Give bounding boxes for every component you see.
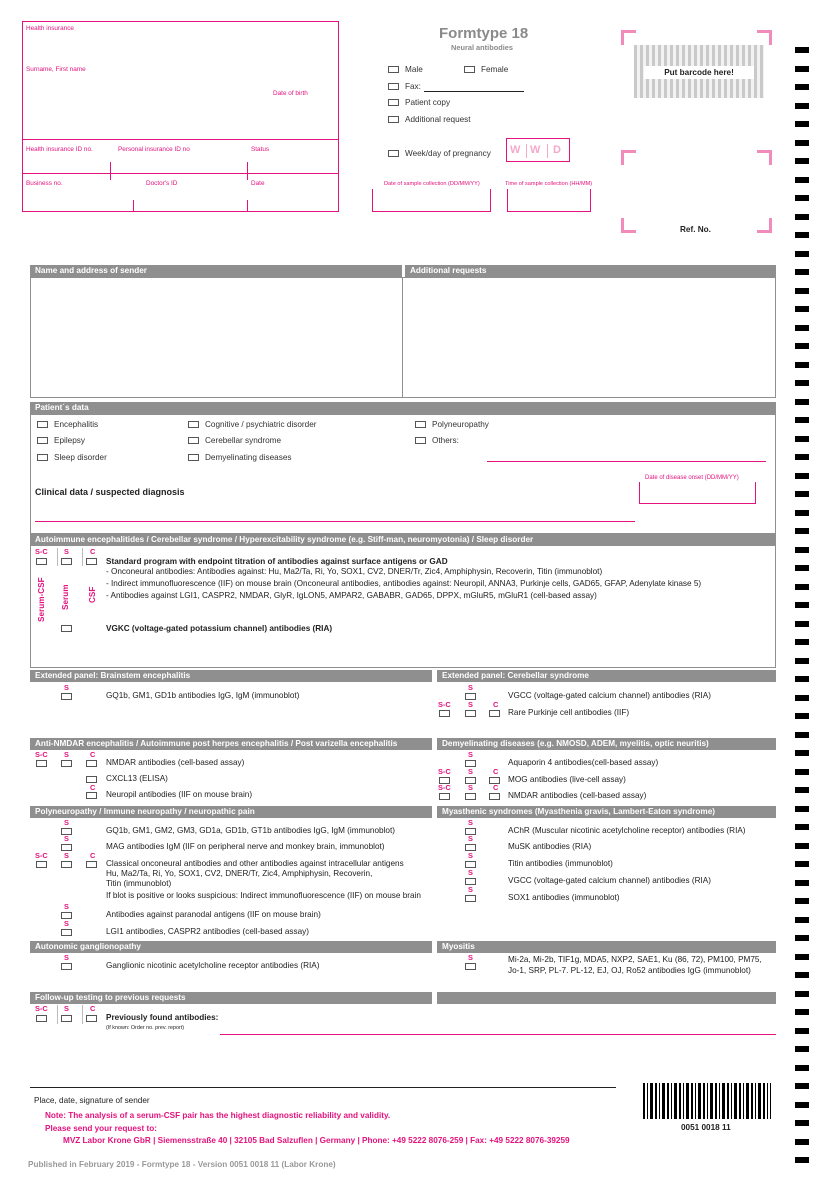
followup-sc-checkbox[interactable] [36,1015,47,1022]
timing-mark [795,491,809,497]
timing-mark [795,584,809,590]
timing-mark [795,528,809,534]
patient-copy-label: Patient copy [405,98,451,107]
followup-c-tag: C [90,1004,96,1013]
vgkc-label: VGKC (voltage-gated potassium channel) antibodies (RIA) [106,624,333,633]
timing-mark [795,1083,809,1089]
standard-line-1: - Onconeural antibodies: Antibodies against: Hu, Ma2/Ta, Ri, Yo, SOX1, CV2, DNER/Tr, Zic4, Amphiphysin, Recoverin, Titin (immunoblot) [106,567,603,576]
polyneuropathy-checkbox[interactable] [415,421,426,428]
cerebellar-s2-tag: S [468,700,473,709]
cerebellar-sc-tag: S-C [438,700,451,709]
timing-mark [795,140,809,146]
poly-item-5: LGI1 antibodies, CASPR2 antibodies (cell-based assay) [106,927,309,936]
polyneur-header: Polyneuropathy / Immune neuropathy / neuropathic pain [30,806,432,818]
timing-mark [795,843,809,849]
timing-mark [795,639,809,645]
footer-barcode [643,1083,771,1119]
fax-input[interactable] [424,91,524,92]
poly-item-3c: Titin (immunoblot) [106,879,172,888]
female-checkbox[interactable] [464,66,475,73]
demyel-nmdar-c-checkbox[interactable] [489,793,500,800]
timing-mark [795,972,809,978]
timing-mark [795,343,809,349]
mya-item-4: VGCC (voltage-gated calcium channel) antibodies (RIA) [508,876,711,885]
serum-vertical: Serum [61,584,70,610]
mya-s-tag-4: S [468,868,473,877]
timing-mark [795,917,809,923]
form-subtitle: Neural antibodies [451,43,514,52]
footer-send: Please send your request to: [45,1124,157,1133]
timing-mark [795,269,809,275]
timing-mark [795,1157,809,1163]
footer-note: Note: The analysis of a serum-CSF pair has the highest diagnostic reliability and validity. [45,1111,391,1120]
timing-mark [795,713,809,719]
poly-item-3d: If blot is positive or looks suspicious: Indirect immunofluorescence (IIF) on mouse brain [106,891,421,900]
purkinje-s-checkbox[interactable] [465,710,476,717]
musk-checkbox[interactable] [465,844,476,851]
timing-mark [795,195,809,201]
nmdar-item-2: CXCL13 (ELISA) [106,774,168,783]
timing-mark [795,306,809,312]
demyel-header: Demyelinating diseases (e.g. NMOSD, ADEM, myelitis, optic neuritis) [437,738,776,750]
titin-checkbox[interactable] [465,861,476,868]
poly-3-sc-checkbox[interactable] [36,861,47,868]
timing-mark [795,880,809,886]
encephalitis-label: Encephalitis [54,420,99,429]
followup-c-checkbox[interactable] [86,1015,97,1022]
demyel-c2-tag: C [493,783,499,792]
ref-no-label: Ref. No. [680,225,711,234]
pregnancy-w2: W [530,144,541,156]
pregnancy-d: D [553,144,561,156]
myositis-item: Mi-2a, Mi-2b, TIF1g, MDA5, NXP2, SAE1, Ku (86, 72), PM100, PM75, Jo-1, SRP, PL-7. PL-12, EJ, OJ, Ro52 antibodies IgG (immunoblot) [508,955,762,975]
demyel-c1-tag: C [493,767,499,776]
nmdar-sc-checkbox[interactable] [36,760,47,767]
purkinje-label: Rare Purkinje cell antibodies (IIF) [508,708,630,717]
timing-mark [795,251,809,257]
poly-item-3: Classical onconeural antibodies and other antibodies against intracellular antigens [106,859,404,868]
doctor-id-label: Doctor's ID [146,180,178,187]
sample-date-field[interactable] [372,189,491,212]
timing-marks [0,0,1,1]
poly-item-4: Antibodies against paranodal antigens (IIF on mouse brain) [106,910,321,919]
pregnancy-label: Week/day of pregnancy [405,149,491,158]
pregnancy-checkbox[interactable] [388,150,399,157]
cerebellar-c-tag: C [493,700,499,709]
poly-2-s-checkbox[interactable] [61,844,72,851]
cognitive-checkbox[interactable] [188,421,199,428]
sender-address-field[interactable] [30,277,403,398]
timing-mark [795,1139,809,1145]
autonomic-item: Ganglionic nicotinic acetylcholine receptor antibodies (RIA) [106,961,320,970]
timing-mark [795,510,809,516]
csf-vertical: CSF [88,586,97,603]
nmdar-c2-tag: C [90,783,96,792]
standard-line-3: - Antibodies against LGI1, CASPR2, NMDAR, GlyR, IgLON5, AMPAR2, GABABR, GAD65, DPPX, mGluR5, mGluR1 (cell-based assay) [106,591,597,600]
sample-time-field[interactable] [507,189,591,212]
mya-s-tag-2: S [468,834,473,843]
additional-requests-header: Additional requests [405,265,776,277]
followup-header: Follow-up testing to previous requests [30,992,432,1004]
followup-input[interactable] [220,1034,776,1035]
nmdar-s-checkbox[interactable] [61,760,72,767]
timing-mark [795,66,809,72]
timing-mark [795,991,809,997]
pregnancy-w1: W [510,144,521,156]
additional-request-checkbox[interactable] [388,116,399,123]
timing-mark [795,1009,809,1015]
timing-mark [795,380,809,386]
timing-mark [795,935,809,941]
footer-barcode-number: 0051 0018 11 [681,1123,731,1132]
footer-address: MVZ Labor Krone GbR | Siemensstraße 40 | 32105 Bad Salzuflen | Germany | Phone: +49 5222 8076-259 | Fax: +49 5222 8076-39259 [63,1136,570,1145]
demyel-nmdar-sc-checkbox[interactable] [439,793,450,800]
timing-mark [795,824,809,830]
fax-label: Fax: [405,82,421,91]
sender-header: Name and address of sender [30,265,402,277]
timing-mark [795,695,809,701]
barcode-corner-mr [757,150,772,165]
timing-mark [795,769,809,775]
health-insurance-label: Health insurance [26,25,74,32]
demyel-sc1-tag: S-C [438,767,451,776]
timing-mark [795,288,809,294]
autoimmune-header: Autoimmune encephalitides / Cerebellar syndrome / Hyperexcitability syndrome (e.g. Stiff-man, neuromyotonia) / Sleep disorder [30,534,776,546]
poly-s-tag-1: S [64,818,69,827]
poly-s-tag-2: S [64,834,69,843]
timing-mark [795,103,809,109]
status-label: Status [251,146,270,153]
timing-mark [795,214,809,220]
autonomic-s-tag: S [64,953,69,962]
additional-request-label: Additional request [405,115,471,124]
poly-s-tag-4: S [64,902,69,911]
purkinje-c-checkbox[interactable] [489,710,500,717]
sample-date-label: Date of sample collection (DD/MM/YY) [384,181,480,187]
myositis-s-checkbox[interactable] [465,963,476,970]
poly-sc-tag: S-C [35,851,48,860]
others-input[interactable] [487,461,766,462]
timing-mark [795,750,809,756]
timing-mark [795,454,809,460]
followup-label: Previously found antibodies: [106,1013,219,1022]
cerebellar-checkbox[interactable] [188,437,199,444]
followup-sc-tag: S-C [35,1004,48,1013]
mya-item-2: MuSK antibodies (RIA) [508,842,592,851]
others-checkbox[interactable] [415,437,426,444]
timing-mark [795,621,809,627]
cerebellar-s-tag: S [468,683,473,692]
timing-mark [795,177,809,183]
hi-id-label: Health insurance ID no. [26,146,93,153]
mya-vgcc-checkbox[interactable] [465,878,476,885]
encephalitis-checkbox[interactable] [37,421,48,428]
autonomic-header: Autonomic ganglionopathy [30,941,432,953]
barcode-corner-br [757,218,772,233]
myasthenic-header: Myasthenic syndromes (Myasthenia gravis, Lambert-Eaton syndrome) [437,806,776,818]
timing-mark [795,325,809,331]
signature-line [30,1087,616,1088]
standard-line-2: - Indirect immunofluorescence (IIF) on mouse brain (Onconeural antibodies, antibodies against: Neuropil, ANNA3, Purkinje cells, GAD65, GFAP, Adenylate kinase 5) [106,579,702,588]
timing-mark [795,1046,809,1052]
poly-c-tag: C [90,851,96,860]
vgcc-s-checkbox[interactable] [465,693,476,700]
timing-mark [795,232,809,238]
nmdar-sc-tag: S-C [35,750,48,759]
autoimmune-s-tag: S [64,547,69,556]
timing-mark [795,1102,809,1108]
timing-mark [795,436,809,442]
timing-mark [795,121,809,127]
onset-label: Date of disease onset (DD/MM/YY) [645,475,739,481]
date-label: Date [251,180,265,187]
demyel-s2-tag: S [468,783,473,792]
patient-data-header: Patient´s data [30,402,776,414]
autoimmune-sc-tag: S-C [35,547,48,556]
standard-sc-checkbox[interactable] [36,558,47,565]
timing-mark [795,787,809,793]
cxcl13-c-checkbox[interactable] [86,776,97,783]
insurance-box [22,21,339,212]
timing-mark [795,399,809,405]
form-title: Formtype 18 [439,25,529,42]
neuropil-c-checkbox[interactable] [86,792,97,799]
cognitive-label: Cognitive / psychiatric disorder [205,420,317,429]
demyel-s-tag: S [468,750,473,759]
male-checkbox[interactable] [388,66,399,73]
demyel-nmdar-s-checkbox[interactable] [465,793,476,800]
brainstem-s-checkbox[interactable] [61,693,72,700]
nmdar-c-tag: C [90,750,96,759]
timing-mark [795,676,809,682]
vgcc-label: VGCC (voltage-gated calcium channel) antibodies (RIA) [508,691,711,700]
standard-s-checkbox[interactable] [61,558,72,565]
timing-mark [795,473,809,479]
mya-s-tag-5: S [468,885,473,894]
poly-4-s-checkbox[interactable] [61,912,72,919]
poly-5-s-checkbox[interactable] [61,929,72,936]
demyelinating-checkbox[interactable] [188,454,199,461]
brainstem-s-tag: S [64,683,69,692]
timing-mark [795,1065,809,1071]
barcode-corner-tr [757,30,772,45]
timing-mark [795,565,809,571]
timing-mark [795,417,809,423]
standard-program: Standard program with endpoint titration of antibodies against surface antigens or GAD [106,557,448,566]
mya-s-tag-3: S [468,851,473,860]
followup-s-checkbox[interactable] [61,1015,72,1022]
autoimmune-c-tag: C [90,547,96,556]
timing-mark [795,158,809,164]
demyel-item-1: Aquaporin 4 antibodies(cell-based assay) [508,758,659,767]
timing-mark [795,1028,809,1034]
nmdar-s-tag: S [64,750,69,759]
poly-item-1: GQ1b, GM1, GM2, GM3, GD1a, GD1b, GT1b antibodies IgG, IgM (immunoblot) [106,826,395,835]
timing-mark [795,954,809,960]
demyel-item-3: NMDAR antibodies (cell-based assay) [508,791,647,800]
myositis-s-tag: S [468,953,473,962]
business-label: Business no. [26,180,63,187]
purkinje-sc-checkbox[interactable] [439,710,450,717]
followup-s-tag: S [64,1004,69,1013]
epilepsy-checkbox[interactable] [37,437,48,444]
followup-header-right [437,992,776,1004]
clinical-data-label: Clinical data / suspected diagnosis [35,487,185,497]
barcode-corner-bl [621,218,636,233]
signature-label: Place, date, signature of sender [34,1096,150,1105]
timing-mark [795,658,809,664]
standard-c-checkbox[interactable] [86,558,97,565]
timing-mark [795,861,809,867]
surname-label: Surname, First name [26,66,86,73]
timing-mark [795,602,809,608]
myositis-header: Myositis [437,941,776,953]
poly-item-3b: Hu, Ma2/Ta, Ri, Yo, SOX1, CV2, DNER/Tr, Zic4, Amphiphysin, Recoverin, [106,869,373,878]
poly-s-tag-3: S [64,851,69,860]
others-label: Others: [432,436,459,445]
poly-3-s-checkbox[interactable] [61,861,72,868]
mya-item-1: AChR (Muscular nicotinic acetylcholine receptor) antibodies (RIA) [508,826,746,835]
cerebellar-label: Cerebellar syndrome [205,436,281,445]
dob-label: Date of birth [273,90,308,97]
timing-mark [795,806,809,812]
serum-csf-vertical: Serum-CSF [37,577,46,622]
nmdar-item-1: NMDAR antibodies (cell-based assay) [106,758,245,767]
timing-mark [795,732,809,738]
additional-requests-field[interactable] [402,277,776,398]
mya-item-3: Titin antibodies (immunoblot) [508,859,613,868]
demyel-s1-tag: S [468,767,473,776]
sleep-disorder-checkbox[interactable] [37,454,48,461]
poly-s-tag-5: S [64,919,69,928]
demyelinating-label: Demyelinating diseases [205,453,292,462]
timing-mark [795,362,809,368]
aqp4-s-checkbox[interactable] [465,760,476,767]
male-label: Male [405,65,423,74]
sox1-checkbox[interactable] [465,895,476,902]
polyneuropathy-label: Polyneuropathy [432,420,489,429]
barcode-corner-ml [621,150,636,165]
poly-3-c-checkbox[interactable] [86,861,97,868]
onset-field[interactable] [639,482,756,504]
sleep-disorder-label: Sleep disorder [54,453,107,462]
brainstem-header: Extended panel: Brainstem encephalitis [30,670,432,682]
timing-mark [795,898,809,904]
timing-mark [795,1120,809,1126]
cerebellar-header: Extended panel: Cerebellar syndrome [437,670,776,682]
demyel-sc2-tag: S-C [438,783,451,792]
barcode-hint: Put barcode here! [644,66,754,79]
female-label: Female [481,65,509,74]
footer-published: Published in February 2019 - Formtype 18 - Version 0051 0018 11 (Labor Krone) [28,1160,336,1169]
fax-checkbox[interactable] [388,83,399,90]
clinical-data-input[interactable] [35,521,635,522]
barcode-corner-tl [621,30,636,45]
nmdar-header: Anti-NMDAR encephalitis / Autoimmune post herpes encephalitis / Post varizella encephalitis [30,738,432,750]
vgkc-checkbox[interactable] [61,625,72,632]
followup-hint: (If known: Order no. prev. report) [106,1025,185,1031]
patient-data-box [30,414,776,534]
mya-s-tag-1: S [468,818,473,827]
demyel-item-2: MOG antibodies (live-cell assay) [508,775,626,784]
mya-item-5: SOX1 antibodies (immunoblot) [508,893,620,902]
poly-item-2: MAG antibodies IgM (IIF on peripheral nerve and monkey brain, immunoblot) [106,842,385,851]
timing-mark [795,47,809,53]
pi-id-label: Personal insurance ID no [118,146,190,153]
timing-mark [795,84,809,90]
nmdar-item-3: Neuropil antibodies (IIF on mouse brain) [106,790,253,799]
brainstem-item: GQ1b, GM1, GD1b antibodies IgG, IgM (immunoblot) [106,691,300,700]
sample-time-label: Time of sample collection (HH/MM) [505,181,593,187]
epilepsy-label: Epilepsy [54,436,85,445]
nmdar-c-checkbox[interactable] [86,760,97,767]
timing-mark [795,547,809,553]
autonomic-s-checkbox[interactable] [61,963,72,970]
patient-copy-checkbox[interactable] [388,99,399,106]
